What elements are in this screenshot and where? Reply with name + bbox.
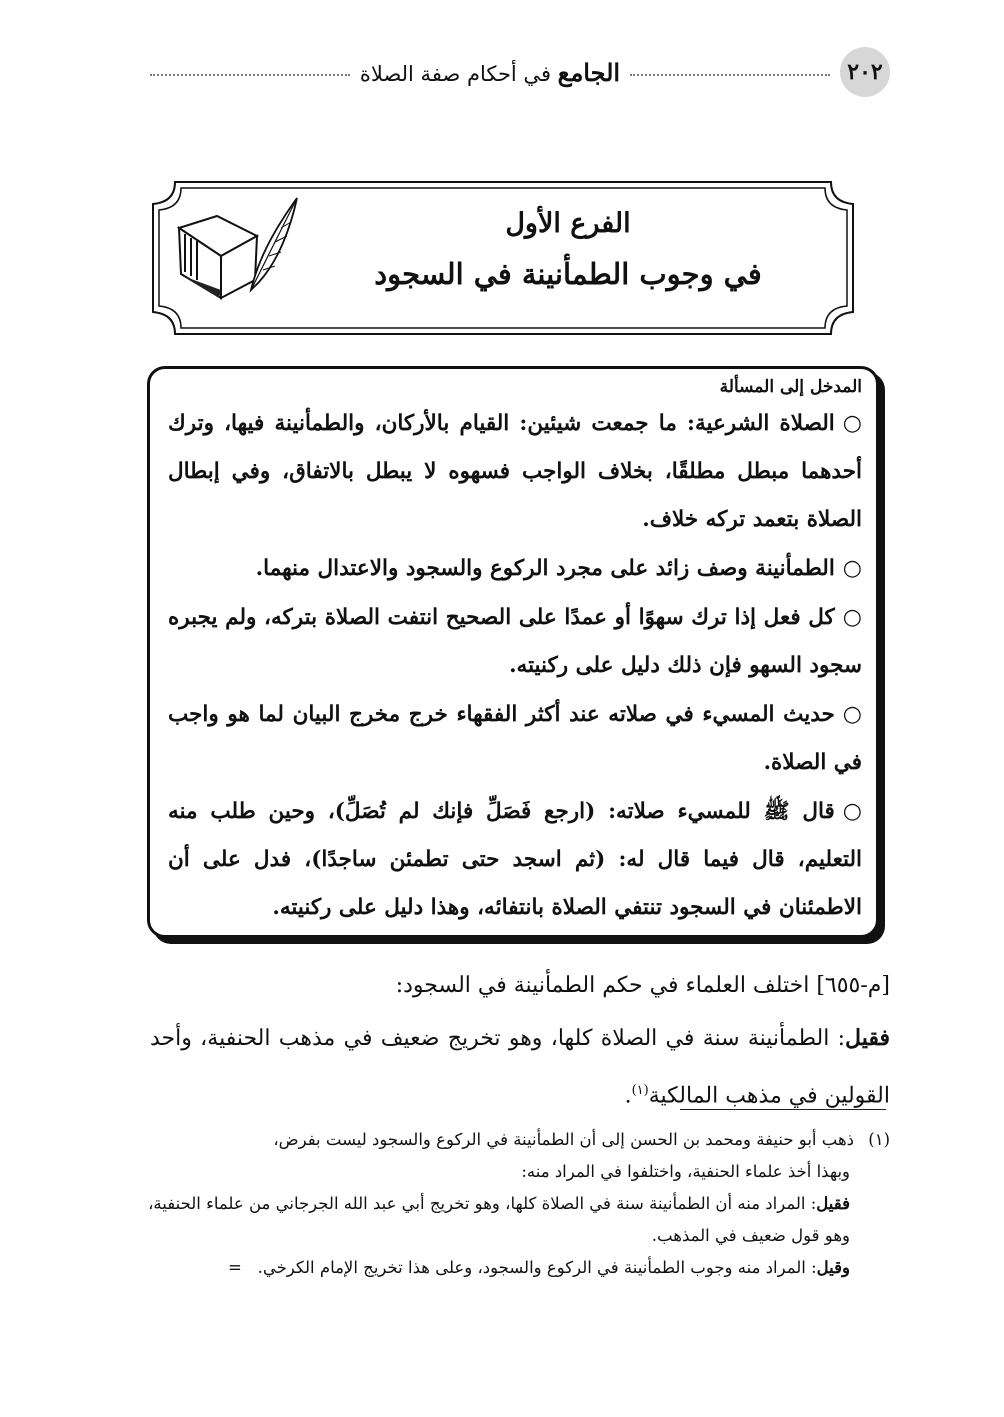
circle-bullet-icon: ○ <box>842 604 862 630</box>
chapter-subject: في وجوب الطمأنينة في السجود <box>374 257 762 291</box>
bold-term: وقيل <box>816 1258 850 1277</box>
summary-point <box>168 593 862 690</box>
circle-bullet-icon: ○ <box>842 410 862 436</box>
bold-term: فقيل <box>845 1025 890 1051</box>
footnote-line: وبهذا أخذ علماء الحنفية، واختلفوا في المراد منه: <box>521 1162 850 1181</box>
book-title-rest: في أحكام صفة الصلاة <box>359 61 551 86</box>
footnote-text: : المراد منه وجوب الطمأنينة في الركوع والسجود، وعلى هذا تخريج الإمام الكرخي. <box>257 1258 817 1277</box>
page-header <box>140 46 890 98</box>
summary-point <box>168 690 862 787</box>
paragraph-text: : الطمأنينة سنة في الصلاة كلها، وهو تخريج ضعيف في مذهب الحنفية، وأحد القولين في مذهب المالكية <box>150 1026 890 1109</box>
footnote-line <box>148 1188 890 1252</box>
summary-point <box>168 544 862 593</box>
summary-heading: المدخل إلى المسألة <box>719 377 862 397</box>
circle-bullet-icon: ○ <box>842 701 862 727</box>
footnotes <box>148 1124 890 1284</box>
continuation-mark: = <box>228 1258 242 1277</box>
summary-point-text: قال ﷺ للمسيء صلاته: (ارجع فَصَلِّ فإنك لم تُصَلِّ)، وحين طلب منه التعليم، قال فيما قال له: (ثم اسجد حتى تطمئن ساجدًا)، فدل على أن الاطمئنان في السجود تنتفي الصلاة بانتفائه، وهذا دليل على ركنيته. <box>168 799 862 920</box>
book-title <box>360 58 620 87</box>
body-line: [م-٦٥٥] اختلف العلماء في حكم الطمأنينة في السجود: <box>395 973 890 998</box>
footnote-text: : المراد منه أن الطمأنينة سنة في الصلاة كلها، وهو تخريج أبي عبد الله الجرجاني من علماء الحنفية، وهو قول ضعيف في المذهب. <box>148 1194 850 1245</box>
footnote-line <box>148 1124 890 1156</box>
chapter-title-frame <box>147 180 859 336</box>
summary-point-text: الطمأنينة وصف زائد على مجرد الركوع والسجود والاعتدال منهما. <box>255 556 835 581</box>
body-paragraph <box>150 1012 890 1122</box>
summary-point <box>168 399 862 544</box>
header-dots-right <box>630 74 830 76</box>
footnote-ref[interactable]: (١) <box>631 1083 649 1098</box>
chapter-title <box>317 200 819 291</box>
footnote-text: ذهب أبو حنيفة ومحمد بن الحسن إلى أن الطمأنينة في الركوع والسجود ليست بفرض، <box>273 1130 854 1149</box>
page-number: ٢٠٢ <box>840 47 890 97</box>
footnote-separator <box>680 1109 886 1110</box>
book-quill-icon <box>159 186 309 306</box>
header-dots-left <box>150 74 350 76</box>
summary-point-text: حديث المسيء في صلاته عند أكثر الفقهاء خرج مخرج البيان لما هو واجب في الصلاة. <box>168 702 862 775</box>
circle-bullet-icon: ○ <box>842 555 862 581</box>
branch-heading: الفرع الأول <box>505 208 631 239</box>
bold-term: فقيل <box>816 1194 850 1213</box>
circle-bullet-icon: ○ <box>842 798 862 824</box>
footnote-number: (١) <box>868 1130 890 1149</box>
summary-point-text: كل فعل إذا ترك سهوًا أو عمدًا على الصحيح انتفت الصلاة بتركه، ولم يجبره سجود السهو فإن ذلك دليل على ركنيته. <box>168 605 862 678</box>
footnote-line <box>148 1252 890 1284</box>
summary-box <box>147 366 879 938</box>
summary-point-text: الصلاة الشرعية: ما جمعت شيئين: القيام بالأركان، والطمأنينة فيها، وترك أحدهما مبطل مطلقًا، بخلاف الواجب فسهوه لا يبطل بالاتفاق، وفي إبطال الصلاة بتعمد تركه خلاف. <box>168 411 862 532</box>
book-title-main: الجامع <box>557 57 621 87</box>
summary-point <box>168 787 862 932</box>
paragraph-end: . <box>624 1083 632 1109</box>
body-text <box>150 960 890 1122</box>
